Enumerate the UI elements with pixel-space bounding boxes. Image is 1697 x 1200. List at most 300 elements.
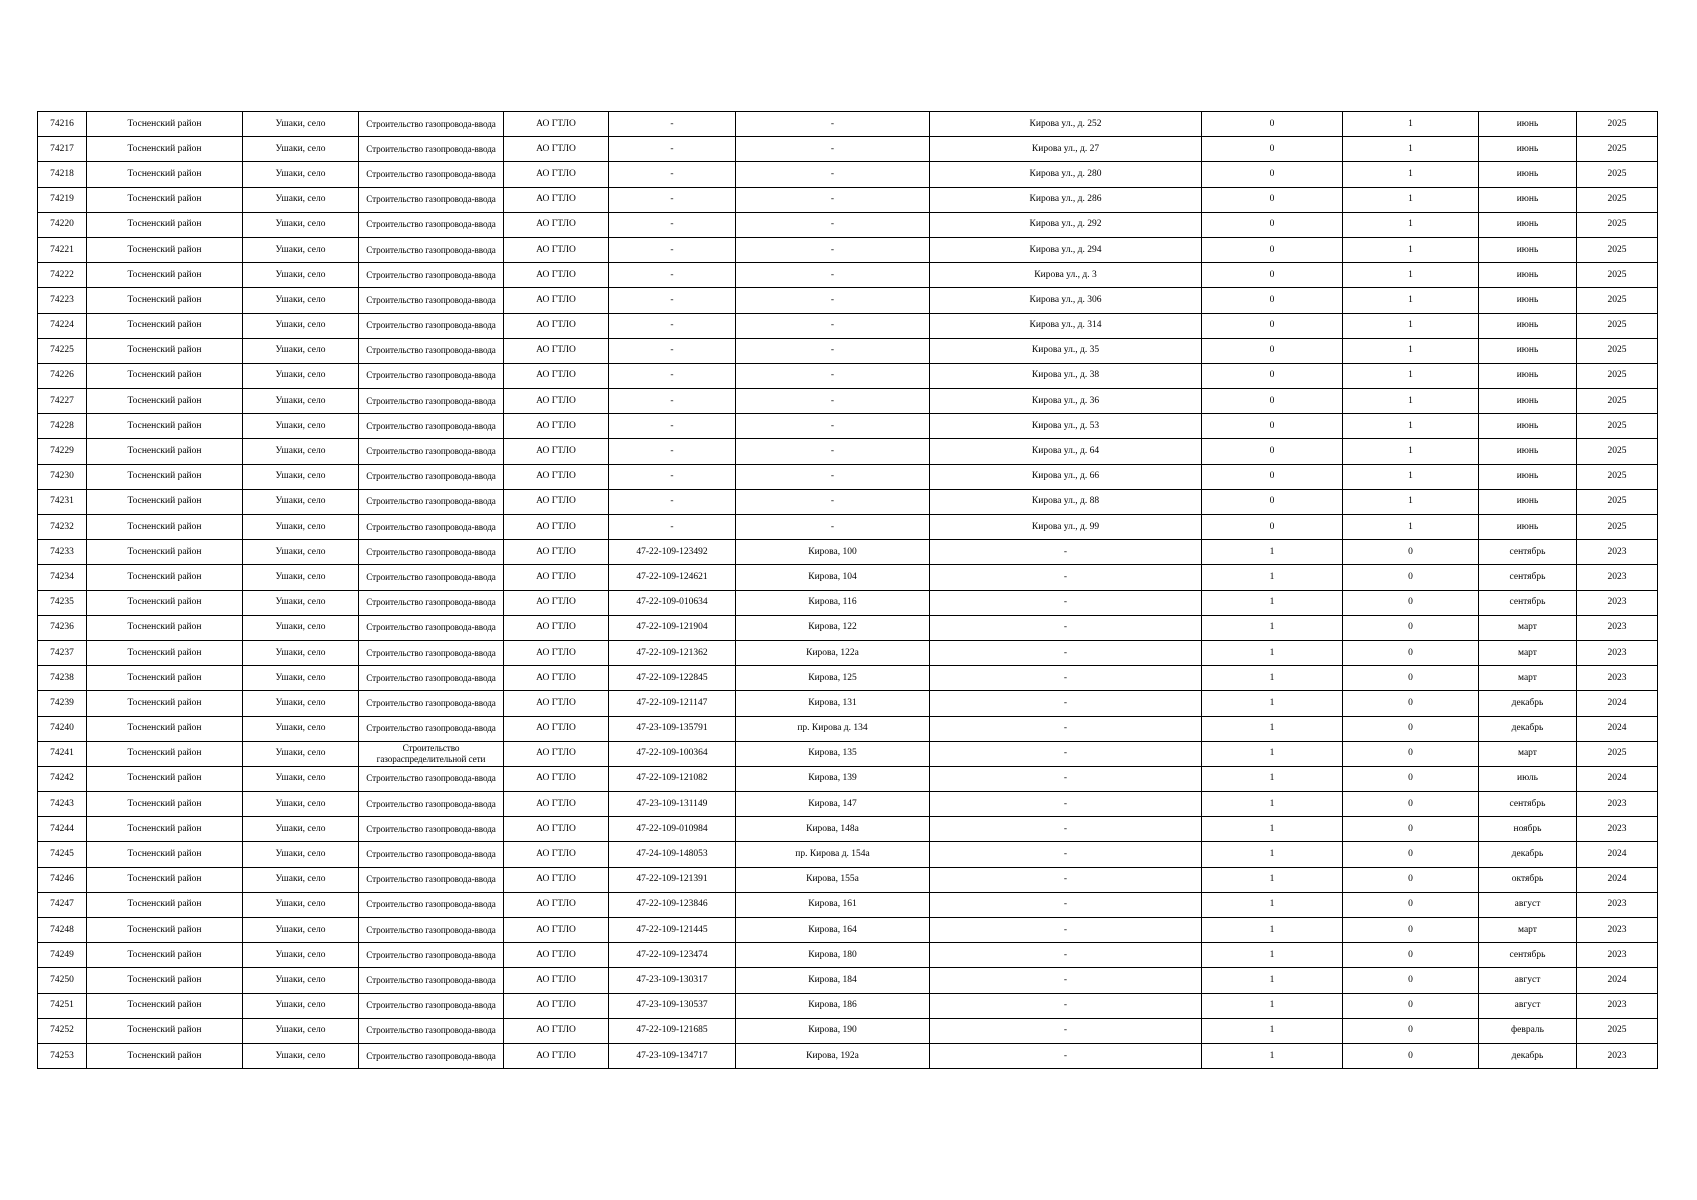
cadastral-number-cell: - <box>609 389 736 414</box>
cadastral-number-cell: - <box>609 187 736 212</box>
count-2-cell: 0 <box>1343 640 1479 665</box>
district-cell: Тосненский район <box>87 943 243 968</box>
table-row <box>38 389 1658 414</box>
year-cell: 2024 <box>1577 716 1658 741</box>
address-cell: - <box>736 464 930 489</box>
organization-cell: АО ГТЛО <box>504 137 609 162</box>
organization-cell: АО ГТЛО <box>504 993 609 1018</box>
street-address-cell: Кирова ул., д. 53 <box>930 414 1202 439</box>
cadastral-number-cell: 47-22-109-121904 <box>609 615 736 640</box>
count-1-cell: 0 <box>1202 389 1343 414</box>
work-type-cell: Строительство газопровода-ввода <box>359 943 504 968</box>
count-2-cell: 0 <box>1343 590 1479 615</box>
cadastral-number-cell: - <box>609 464 736 489</box>
cadastral-number-cell: - <box>609 489 736 514</box>
district-cell: Тосненский район <box>87 162 243 187</box>
count-2-cell: 0 <box>1343 741 1479 766</box>
address-cell: пр. Кирова д. 134 <box>736 716 930 741</box>
organization-cell: АО ГТЛО <box>504 187 609 212</box>
count-1-cell: 0 <box>1202 363 1343 388</box>
table-row <box>38 766 1658 791</box>
count-2-cell: 0 <box>1343 666 1479 691</box>
work-type-cell: Строительство газопровода-ввода <box>359 187 504 212</box>
district-cell: Тосненский район <box>87 817 243 842</box>
count-2-cell: 0 <box>1343 540 1479 565</box>
street-address-cell: - <box>930 993 1202 1018</box>
count-2-cell: 0 <box>1343 943 1479 968</box>
locality-cell: Ушаки, село <box>243 439 359 464</box>
count-1-cell: 0 <box>1202 112 1343 137</box>
count-1-cell: 1 <box>1202 1018 1343 1043</box>
month-cell: июнь <box>1479 389 1577 414</box>
month-cell: июнь <box>1479 363 1577 388</box>
organization-cell: АО ГТЛО <box>504 892 609 917</box>
month-cell: июль <box>1479 766 1577 791</box>
data-table <box>37 111 1658 1069</box>
year-cell: 2025 <box>1577 464 1658 489</box>
table-row <box>38 565 1658 590</box>
record-id-cell: 74248 <box>38 918 87 943</box>
district-cell: Тосненский район <box>87 187 243 212</box>
district-cell: Тосненский район <box>87 792 243 817</box>
cadastral-number-cell: 47-23-109-131149 <box>609 792 736 817</box>
locality-cell: Ушаки, село <box>243 741 359 766</box>
record-id-cell: 74241 <box>38 741 87 766</box>
locality-cell: Ушаки, село <box>243 565 359 590</box>
month-cell: декабрь <box>1479 842 1577 867</box>
cadastral-number-cell: 47-22-109-121391 <box>609 867 736 892</box>
cadastral-number-cell: 47-24-109-148053 <box>609 842 736 867</box>
year-cell: 2025 <box>1577 363 1658 388</box>
work-type-cell: Строительство газопровода-ввода <box>359 363 504 388</box>
organization-cell: АО ГТЛО <box>504 691 609 716</box>
work-type-cell: Строительство газопровода-ввода <box>359 842 504 867</box>
street-address-cell: - <box>930 1018 1202 1043</box>
record-id-cell: 74247 <box>38 892 87 917</box>
address-cell: - <box>736 515 930 540</box>
district-cell: Тосненский район <box>87 842 243 867</box>
month-cell: ноябрь <box>1479 817 1577 842</box>
count-2-cell: 1 <box>1343 363 1479 388</box>
locality-cell: Ушаки, село <box>243 112 359 137</box>
count-1-cell: 0 <box>1202 162 1343 187</box>
locality-cell: Ушаки, село <box>243 615 359 640</box>
year-cell: 2025 <box>1577 1018 1658 1043</box>
month-cell: декабрь <box>1479 1043 1577 1068</box>
count-2-cell: 1 <box>1343 212 1479 237</box>
table-row <box>38 489 1658 514</box>
year-cell: 2023 <box>1577 817 1658 842</box>
year-cell: 2025 <box>1577 515 1658 540</box>
table-row <box>38 212 1658 237</box>
record-id-cell: 74218 <box>38 162 87 187</box>
locality-cell: Ушаки, село <box>243 968 359 993</box>
address-cell: Кирова, 192а <box>736 1043 930 1068</box>
month-cell: февраль <box>1479 1018 1577 1043</box>
count-2-cell: 0 <box>1343 867 1479 892</box>
locality-cell: Ушаки, село <box>243 237 359 262</box>
month-cell: март <box>1479 741 1577 766</box>
record-id-cell: 74225 <box>38 338 87 363</box>
record-id-cell: 74239 <box>38 691 87 716</box>
year-cell: 2023 <box>1577 590 1658 615</box>
year-cell: 2025 <box>1577 237 1658 262</box>
locality-cell: Ушаки, село <box>243 590 359 615</box>
record-id-cell: 74226 <box>38 363 87 388</box>
month-cell: июнь <box>1479 338 1577 363</box>
count-1-cell: 0 <box>1202 439 1343 464</box>
count-2-cell: 0 <box>1343 918 1479 943</box>
address-cell: Кирова, 122 <box>736 615 930 640</box>
count-2-cell: 1 <box>1343 414 1479 439</box>
street-address-cell: - <box>930 590 1202 615</box>
table-row <box>38 515 1658 540</box>
month-cell: декабрь <box>1479 716 1577 741</box>
organization-cell: АО ГТЛО <box>504 943 609 968</box>
street-address-cell: - <box>930 666 1202 691</box>
month-cell: июнь <box>1479 112 1577 137</box>
month-cell: июнь <box>1479 162 1577 187</box>
count-2-cell: 1 <box>1343 263 1479 288</box>
count-2-cell: 0 <box>1343 993 1479 1018</box>
district-cell: Тосненский район <box>87 565 243 590</box>
cadastral-number-cell: 47-22-109-121362 <box>609 640 736 665</box>
district-cell: Тосненский район <box>87 414 243 439</box>
organization-cell: АО ГТЛО <box>504 867 609 892</box>
count-2-cell: 1 <box>1343 338 1479 363</box>
work-type-cell: Строительство газопровода-ввода <box>359 590 504 615</box>
locality-cell: Ушаки, село <box>243 338 359 363</box>
district-cell: Тосненский район <box>87 640 243 665</box>
month-cell: март <box>1479 615 1577 640</box>
address-cell: Кирова, 135 <box>736 741 930 766</box>
count-1-cell: 0 <box>1202 288 1343 313</box>
cadastral-number-cell: 47-23-109-130317 <box>609 968 736 993</box>
organization-cell: АО ГТЛО <box>504 338 609 363</box>
address-cell: Кирова, 161 <box>736 892 930 917</box>
organization-cell: АО ГТЛО <box>504 237 609 262</box>
record-id-cell: 74217 <box>38 137 87 162</box>
year-cell: 2025 <box>1577 112 1658 137</box>
count-2-cell: 1 <box>1343 389 1479 414</box>
work-type-cell: Строительство газопровода-ввода <box>359 464 504 489</box>
district-cell: Тосненский район <box>87 716 243 741</box>
count-2-cell: 0 <box>1343 817 1479 842</box>
address-cell: - <box>736 187 930 212</box>
record-id-cell: 74231 <box>38 489 87 514</box>
work-type-cell: Строительство газопровода-ввода <box>359 565 504 590</box>
table-body <box>38 112 1658 1069</box>
street-address-cell: Кирова ул., д. 3 <box>930 263 1202 288</box>
locality-cell: Ушаки, село <box>243 640 359 665</box>
locality-cell: Ушаки, село <box>243 918 359 943</box>
locality-cell: Ушаки, село <box>243 137 359 162</box>
district-cell: Тосненский район <box>87 263 243 288</box>
record-id-cell: 74249 <box>38 943 87 968</box>
locality-cell: Ушаки, село <box>243 187 359 212</box>
count-1-cell: 0 <box>1202 212 1343 237</box>
organization-cell: АО ГТЛО <box>504 817 609 842</box>
table-row <box>38 112 1658 137</box>
count-1-cell: 1 <box>1202 691 1343 716</box>
record-id-cell: 74224 <box>38 313 87 338</box>
month-cell: декабрь <box>1479 691 1577 716</box>
month-cell: март <box>1479 666 1577 691</box>
cadastral-number-cell: 47-22-109-124621 <box>609 565 736 590</box>
year-cell: 2023 <box>1577 1043 1658 1068</box>
locality-cell: Ушаки, село <box>243 162 359 187</box>
month-cell: сентябрь <box>1479 540 1577 565</box>
work-type-cell: Строительство газопровода-ввода <box>359 918 504 943</box>
count-1-cell: 1 <box>1202 1043 1343 1068</box>
address-cell: Кирова, 148а <box>736 817 930 842</box>
locality-cell: Ушаки, село <box>243 313 359 338</box>
organization-cell: АО ГТЛО <box>504 515 609 540</box>
street-address-cell: Кирова ул., д. 27 <box>930 137 1202 162</box>
table-row <box>38 237 1658 262</box>
record-id-cell: 74250 <box>38 968 87 993</box>
table-row <box>38 464 1658 489</box>
month-cell: июнь <box>1479 137 1577 162</box>
table-row <box>38 439 1658 464</box>
work-type-cell: Строительство газопровода-ввода <box>359 489 504 514</box>
month-cell: июнь <box>1479 439 1577 464</box>
work-type-cell: Строительство газопровода-ввода <box>359 968 504 993</box>
record-id-cell: 74219 <box>38 187 87 212</box>
count-2-cell: 0 <box>1343 615 1479 640</box>
record-id-cell: 74220 <box>38 212 87 237</box>
locality-cell: Ушаки, село <box>243 792 359 817</box>
street-address-cell: - <box>930 565 1202 590</box>
record-id-cell: 74216 <box>38 112 87 137</box>
record-id-cell: 74237 <box>38 640 87 665</box>
count-2-cell: 1 <box>1343 187 1479 212</box>
record-id-cell: 74232 <box>38 515 87 540</box>
record-id-cell: 74228 <box>38 414 87 439</box>
month-cell: октябрь <box>1479 867 1577 892</box>
record-id-cell: 74242 <box>38 766 87 791</box>
month-cell: сентябрь <box>1479 590 1577 615</box>
street-address-cell: Кирова ул., д. 88 <box>930 489 1202 514</box>
year-cell: 2023 <box>1577 892 1658 917</box>
count-1-cell: 0 <box>1202 515 1343 540</box>
count-2-cell: 0 <box>1343 766 1479 791</box>
count-1-cell: 1 <box>1202 540 1343 565</box>
table-row <box>38 1043 1658 1068</box>
district-cell: Тосненский район <box>87 867 243 892</box>
organization-cell: АО ГТЛО <box>504 968 609 993</box>
cadastral-number-cell: - <box>609 313 736 338</box>
locality-cell: Ушаки, село <box>243 867 359 892</box>
address-cell: - <box>736 489 930 514</box>
address-cell: Кирова, 164 <box>736 918 930 943</box>
locality-cell: Ушаки, село <box>243 691 359 716</box>
locality-cell: Ушаки, село <box>243 993 359 1018</box>
street-address-cell: - <box>930 867 1202 892</box>
year-cell: 2025 <box>1577 162 1658 187</box>
cadastral-number-cell: 47-22-109-123474 <box>609 943 736 968</box>
count-1-cell: 0 <box>1202 464 1343 489</box>
district-cell: Тосненский район <box>87 313 243 338</box>
organization-cell: АО ГТЛО <box>504 918 609 943</box>
work-type-cell: Строительство газопровода-ввода <box>359 162 504 187</box>
street-address-cell: Кирова ул., д. 38 <box>930 363 1202 388</box>
table-row <box>38 540 1658 565</box>
district-cell: Тосненский район <box>87 464 243 489</box>
address-cell: - <box>736 338 930 363</box>
organization-cell: АО ГТЛО <box>504 842 609 867</box>
record-id-cell: 74244 <box>38 817 87 842</box>
year-cell: 2024 <box>1577 766 1658 791</box>
count-1-cell: 1 <box>1202 842 1343 867</box>
count-2-cell: 0 <box>1343 792 1479 817</box>
count-2-cell: 0 <box>1343 1043 1479 1068</box>
year-cell: 2023 <box>1577 540 1658 565</box>
month-cell: июнь <box>1479 263 1577 288</box>
record-id-cell: 74234 <box>38 565 87 590</box>
address-cell: - <box>736 313 930 338</box>
work-type-cell: Строительство газопровода-ввода <box>359 389 504 414</box>
district-cell: Тосненский район <box>87 489 243 514</box>
work-type-cell: Строительство газопровода-ввода <box>359 817 504 842</box>
cadastral-number-cell: 47-23-109-134717 <box>609 1043 736 1068</box>
table-row <box>38 817 1658 842</box>
street-address-cell: - <box>930 817 1202 842</box>
table-row <box>38 615 1658 640</box>
street-address-cell: - <box>930 640 1202 665</box>
work-type-cell: Строительство газопровода-ввода <box>359 112 504 137</box>
year-cell: 2023 <box>1577 792 1658 817</box>
street-address-cell: - <box>930 716 1202 741</box>
count-2-cell: 0 <box>1343 842 1479 867</box>
year-cell: 2025 <box>1577 263 1658 288</box>
work-type-cell: Строительство газопровода-ввода <box>359 288 504 313</box>
cadastral-number-cell: - <box>609 439 736 464</box>
count-1-cell: 0 <box>1202 263 1343 288</box>
record-id-cell: 74223 <box>38 288 87 313</box>
cadastral-number-cell: 47-23-109-135791 <box>609 716 736 741</box>
count-2-cell: 1 <box>1343 112 1479 137</box>
district-cell: Тосненский район <box>87 112 243 137</box>
year-cell: 2025 <box>1577 313 1658 338</box>
table-row <box>38 867 1658 892</box>
count-1-cell: 0 <box>1202 137 1343 162</box>
street-address-cell: - <box>930 1043 1202 1068</box>
table-row <box>38 288 1658 313</box>
record-id-cell: 74230 <box>38 464 87 489</box>
month-cell: июнь <box>1479 187 1577 212</box>
table-row <box>38 792 1658 817</box>
record-id-cell: 74238 <box>38 666 87 691</box>
street-address-cell: Кирова ул., д. 314 <box>930 313 1202 338</box>
address-cell: - <box>736 288 930 313</box>
district-cell: Тосненский район <box>87 237 243 262</box>
record-id-cell: 74222 <box>38 263 87 288</box>
address-cell: - <box>736 389 930 414</box>
count-2-cell: 1 <box>1343 464 1479 489</box>
table-row <box>38 1018 1658 1043</box>
table-row <box>38 691 1658 716</box>
work-type-cell: Строительство газопровода-ввода <box>359 515 504 540</box>
year-cell: 2024 <box>1577 691 1658 716</box>
count-2-cell: 1 <box>1343 489 1479 514</box>
table-row <box>38 414 1658 439</box>
cadastral-number-cell: 47-22-109-010984 <box>609 817 736 842</box>
table-row <box>38 187 1658 212</box>
cadastral-number-cell: 47-22-109-100364 <box>609 741 736 766</box>
organization-cell: АО ГТЛО <box>504 263 609 288</box>
month-cell: июнь <box>1479 313 1577 338</box>
address-cell: Кирова, 104 <box>736 565 930 590</box>
address-cell: - <box>736 363 930 388</box>
work-type-cell: Строительство газопровода-ввода <box>359 237 504 262</box>
record-id-cell: 74252 <box>38 1018 87 1043</box>
year-cell: 2025 <box>1577 338 1658 363</box>
locality-cell: Ушаки, село <box>243 540 359 565</box>
cadastral-number-cell: - <box>609 237 736 262</box>
street-address-cell: - <box>930 766 1202 791</box>
work-type-cell: Строительство газопровода-ввода <box>359 615 504 640</box>
district-cell: Тосненский район <box>87 439 243 464</box>
cadastral-number-cell: - <box>609 414 736 439</box>
organization-cell: АО ГТЛО <box>504 741 609 766</box>
month-cell: март <box>1479 918 1577 943</box>
count-1-cell: 1 <box>1202 716 1343 741</box>
district-cell: Тосненский район <box>87 515 243 540</box>
count-1-cell: 0 <box>1202 338 1343 363</box>
count-2-cell: 1 <box>1343 237 1479 262</box>
work-type-cell: Строительство газопровода-ввода <box>359 540 504 565</box>
organization-cell: АО ГТЛО <box>504 640 609 665</box>
address-cell: Кирова, 180 <box>736 943 930 968</box>
count-1-cell: 0 <box>1202 237 1343 262</box>
street-address-cell: - <box>930 943 1202 968</box>
district-cell: Тосненский район <box>87 918 243 943</box>
month-cell: июнь <box>1479 515 1577 540</box>
street-address-cell: Кирова ул., д. 252 <box>930 112 1202 137</box>
record-id-cell: 74246 <box>38 867 87 892</box>
work-type-cell: Строительство газопровода-ввода <box>359 1043 504 1068</box>
count-2-cell: 1 <box>1343 313 1479 338</box>
street-address-cell: Кирова ул., д. 306 <box>930 288 1202 313</box>
address-cell: Кирова, 147 <box>736 792 930 817</box>
count-1-cell: 0 <box>1202 313 1343 338</box>
table-row <box>38 993 1658 1018</box>
district-cell: Тосненский район <box>87 766 243 791</box>
record-id-cell: 74243 <box>38 792 87 817</box>
count-1-cell: 1 <box>1202 867 1343 892</box>
work-type-cell: Строительство газопровода-ввода <box>359 137 504 162</box>
count-1-cell: 1 <box>1202 968 1343 993</box>
district-cell: Тосненский район <box>87 741 243 766</box>
locality-cell: Ушаки, село <box>243 766 359 791</box>
work-type-cell: Строительство газопровода-ввода <box>359 716 504 741</box>
month-cell: июнь <box>1479 212 1577 237</box>
address-cell: - <box>736 263 930 288</box>
record-id-cell: 74236 <box>38 615 87 640</box>
street-address-cell: - <box>930 691 1202 716</box>
table-row <box>38 716 1658 741</box>
count-1-cell: 1 <box>1202 615 1343 640</box>
locality-cell: Ушаки, село <box>243 1043 359 1068</box>
cadastral-number-cell: 47-23-109-130537 <box>609 993 736 1018</box>
count-1-cell: 1 <box>1202 666 1343 691</box>
count-1-cell: 0 <box>1202 187 1343 212</box>
work-type-cell: Строительство газопровода-ввода <box>359 414 504 439</box>
work-type-cell: Строительство газопровода-ввода <box>359 766 504 791</box>
cadastral-number-cell: - <box>609 263 736 288</box>
count-2-cell: 1 <box>1343 439 1479 464</box>
